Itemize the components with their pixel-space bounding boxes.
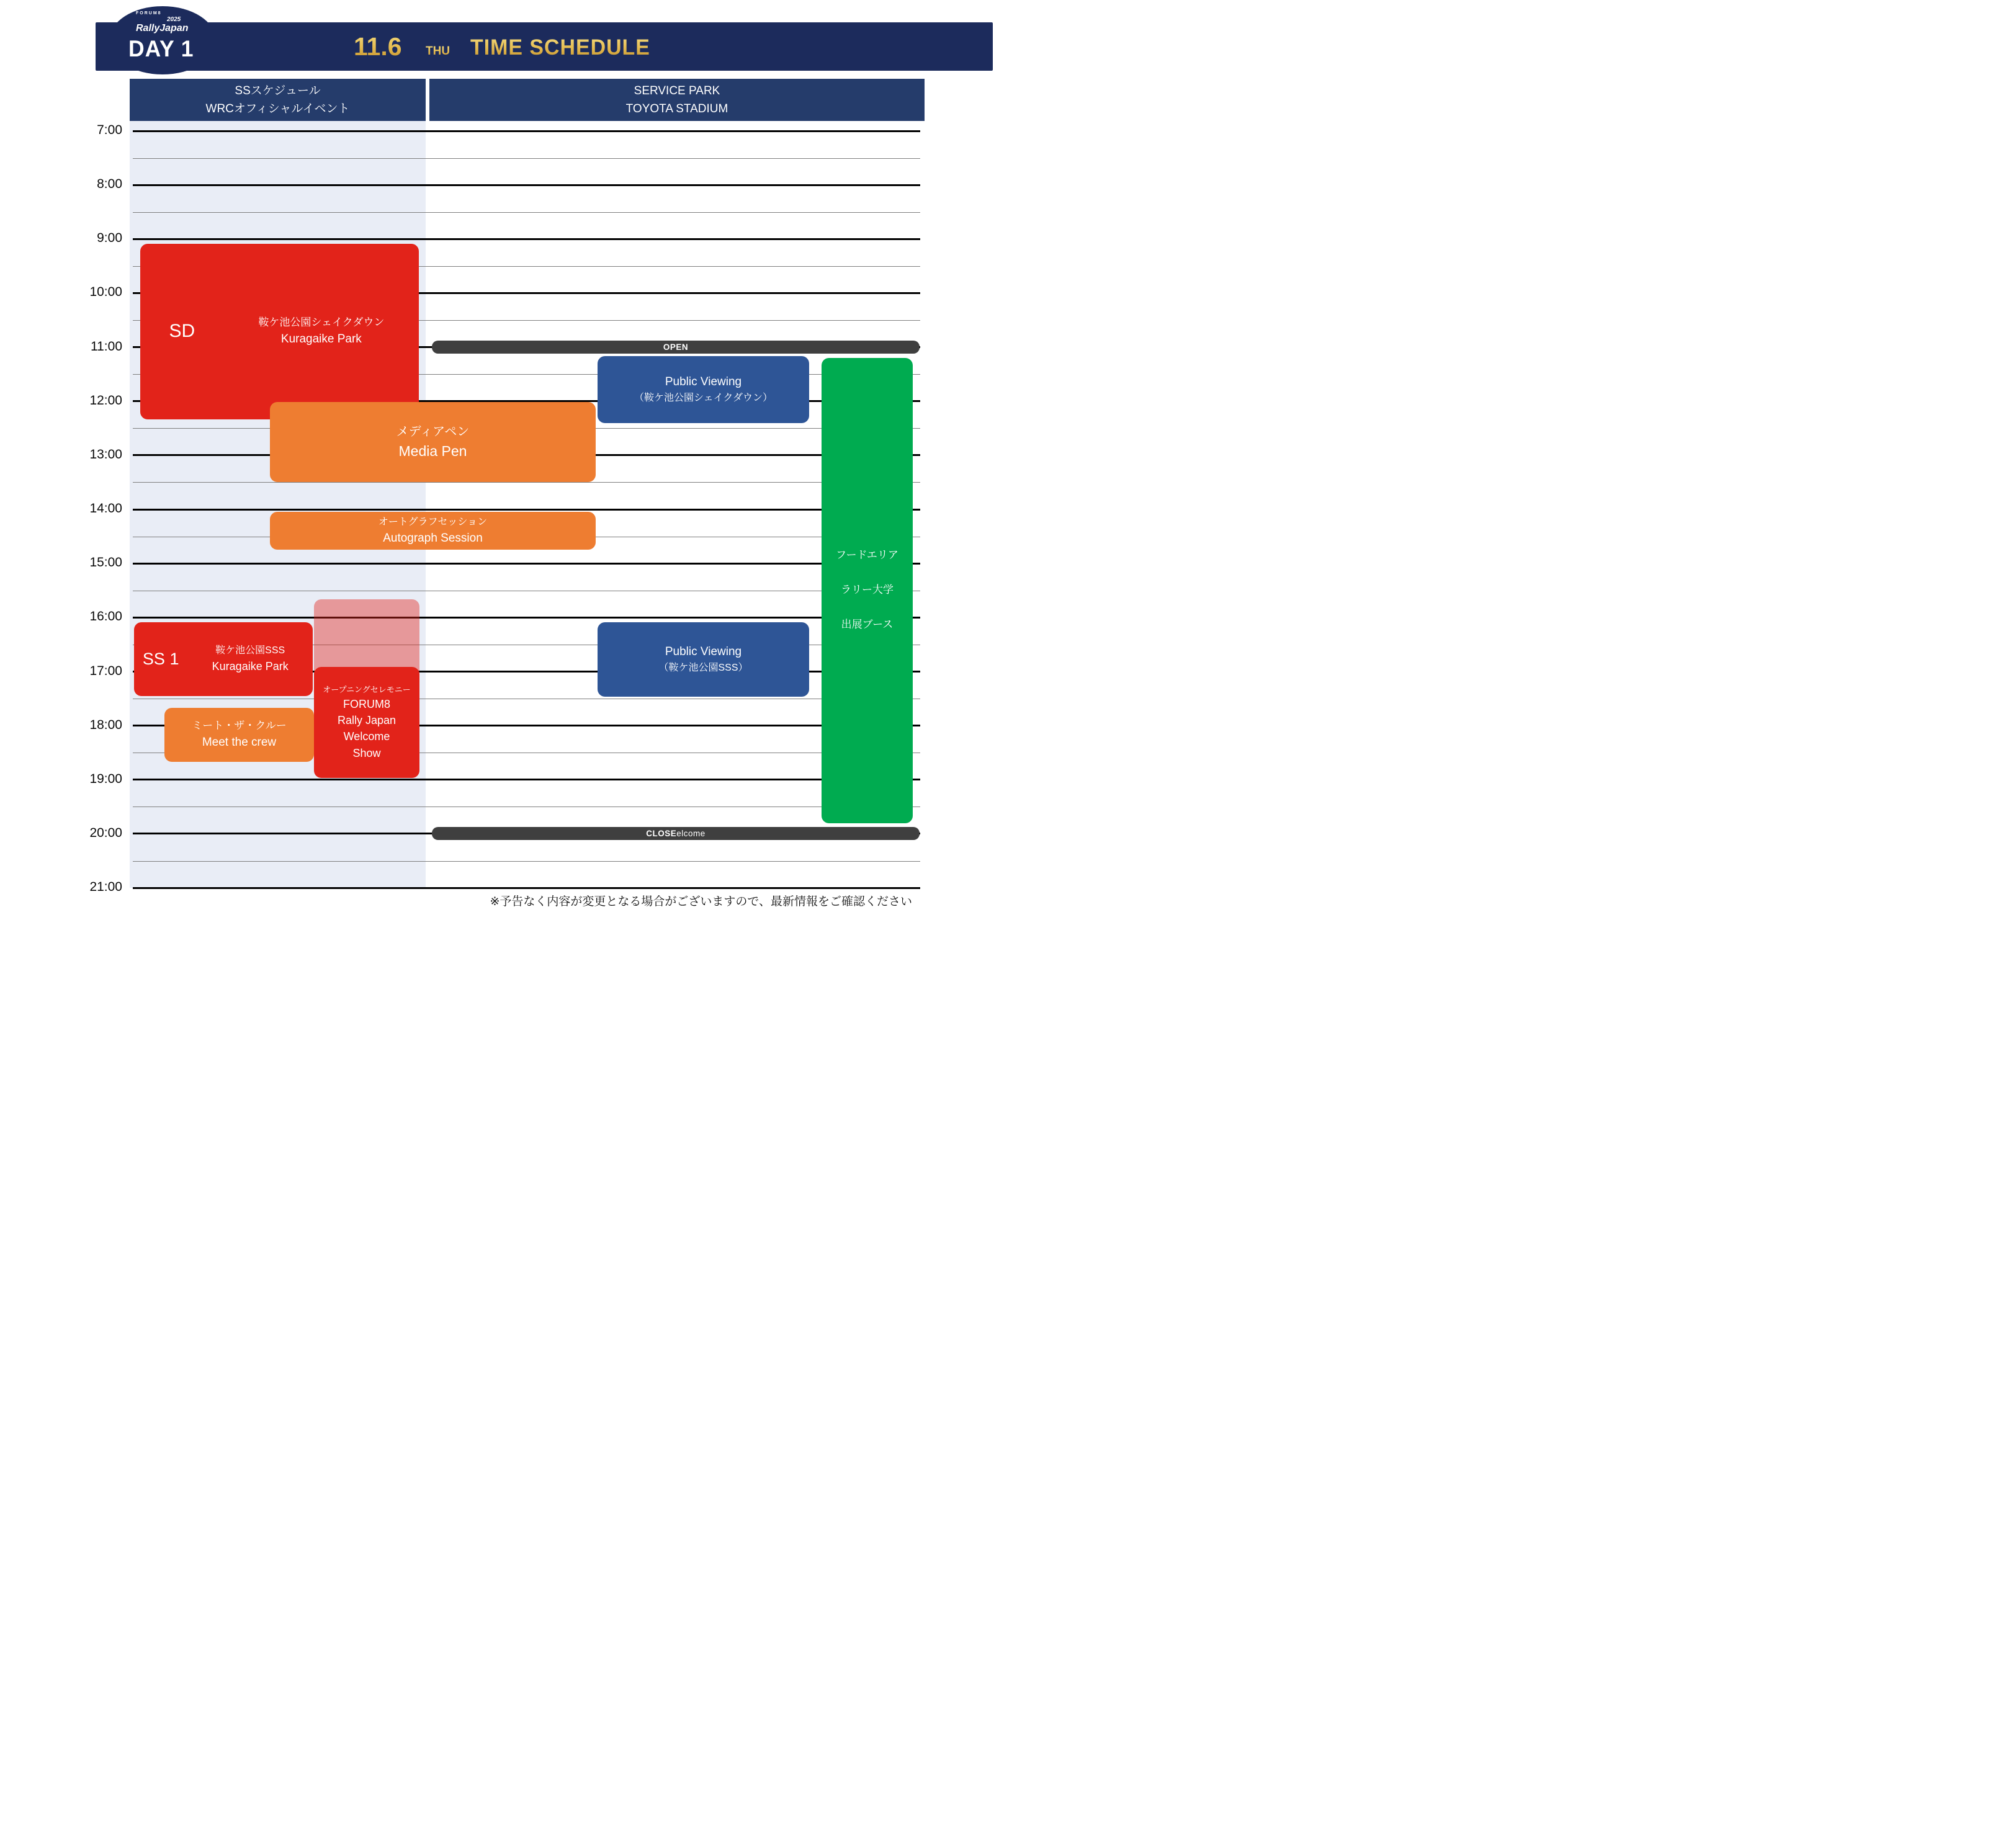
event-ss1-label: 鞍ケ池公園SSS — [215, 645, 285, 656]
event-public-viewing-shakedown — [598, 356, 809, 422]
event-autograph-session-label: オートグラフセッション — [378, 517, 488, 528]
day-label: DAY 1 — [128, 36, 194, 61]
event-shakedown — [140, 244, 419, 419]
time-label-9: 9:00 — [97, 231, 122, 246]
event-public-viewing-sss — [598, 622, 809, 697]
half-hour-gridline — [133, 158, 920, 159]
event-meet-the-crew-label: Meet the crew — [202, 735, 277, 749]
column-header-line: SERVICE PARK — [634, 84, 720, 97]
event-ss1 — [134, 622, 313, 696]
event-meet-the-crew — [164, 708, 314, 762]
half-hour-gridline — [133, 482, 920, 483]
event-public-viewing-sss-label: Public Viewing — [665, 645, 742, 659]
time-label-17: 17:00 — [89, 663, 122, 678]
time-label-11: 11:00 — [91, 339, 122, 354]
rally-japan-logo — [136, 11, 188, 34]
time-label-7: 7:00 — [97, 123, 122, 137]
event-opening-ceremony-label: FORUM8 — [343, 697, 390, 710]
date-weekday: THU — [426, 45, 450, 58]
time-label-15: 15:00 — [89, 555, 122, 570]
event-autograph-session — [270, 512, 596, 550]
hour-gridline — [133, 238, 920, 240]
event-ss1-badge: SS 1 — [142, 649, 179, 668]
event-shakedown-badge: SD — [169, 320, 195, 341]
event-media-pen-label: Media Pen — [398, 442, 467, 459]
logo-year: 2025 — [167, 16, 181, 23]
service-park-close-bar-label: CLOSE — [646, 829, 677, 839]
column-header-line: TOYOTA STADIUM — [625, 102, 728, 115]
service-park-open-bar — [432, 341, 920, 354]
hour-gridline — [133, 617, 920, 619]
hour-gridline — [133, 887, 920, 889]
service-park-close-bar — [432, 827, 920, 840]
column-header-ss-schedule — [130, 79, 426, 121]
time-label-13: 13:00 — [89, 447, 122, 462]
hour-gridline — [133, 779, 920, 780]
event-opening-ceremony-label: Welcome — [343, 730, 390, 743]
half-hour-gridline — [133, 861, 920, 862]
event-autograph-session-label: Autograph Session — [383, 531, 483, 545]
event-media-pen — [270, 402, 596, 482]
half-hour-gridline — [133, 212, 920, 213]
hour-gridline — [133, 509, 920, 511]
logo-name: RallyJapan — [136, 23, 189, 34]
event-ss1-label: Kuragaike Park — [212, 659, 289, 672]
event-food-area-label: ラリー大学 — [841, 584, 894, 596]
event-public-viewing-shakedown-label: （鞍ケ池公園シェイクダウン） — [634, 392, 773, 403]
event-opening-ceremony-subtitle: オープニングセレモニー — [323, 685, 411, 695]
logo-brand: FORUM8 — [136, 11, 162, 16]
time-label-16: 16:00 — [89, 609, 122, 624]
column-header-line: WRCオフィシャルイベント — [205, 102, 350, 115]
date-number: 11.6 — [354, 32, 402, 61]
page-title: TIME SCHEDULE — [470, 35, 650, 60]
column-header-service-park — [429, 79, 925, 121]
time-label-21: 21:00 — [89, 880, 122, 895]
time-label-8: 8:00 — [97, 177, 122, 192]
event-food-area-label: 出展ブース — [841, 619, 894, 631]
disclaimer-note: ※予告なく内容が変更となる場合がございますので、最新情報をご確認ください — [490, 895, 912, 908]
time-label-10: 10:00 — [89, 285, 122, 300]
event-opening-ceremony — [314, 667, 419, 778]
event-food-area-label: フードエリア — [836, 549, 898, 561]
time-label-19: 19:00 — [89, 771, 122, 786]
column-header-line: SSスケジュール — [235, 84, 321, 97]
event-opening-ceremony-label: Show — [352, 746, 381, 759]
event-shakedown-label: 鞍ケ池公園シェイクダウン — [258, 316, 385, 328]
hour-gridline — [133, 563, 920, 565]
event-media-pen-label: メディアペン — [396, 424, 470, 439]
service-park-open-bar-label: OPEN — [663, 342, 689, 352]
event-public-viewing-shakedown-label: Public Viewing — [665, 375, 742, 389]
event-food-area — [822, 358, 913, 823]
service-park-close-bar-label: elcome — [676, 829, 706, 839]
hour-gridline — [133, 130, 920, 132]
schedule-page — [0, 0, 1008, 916]
time-label-14: 14:00 — [89, 501, 122, 516]
time-label-20: 20:00 — [89, 825, 122, 840]
event-meet-the-crew-label: ミート・ザ・クルー — [192, 719, 287, 731]
time-label-12: 12:00 — [89, 393, 122, 408]
event-shakedown-label: Kuragaike Park — [280, 332, 362, 346]
time-label-18: 18:00 — [89, 717, 122, 732]
hour-gridline — [133, 184, 920, 186]
event-public-viewing-sss-label: （鞍ケ池公園SSS） — [658, 662, 748, 673]
event-opening-ceremony-label: Rally Japan — [337, 714, 396, 727]
